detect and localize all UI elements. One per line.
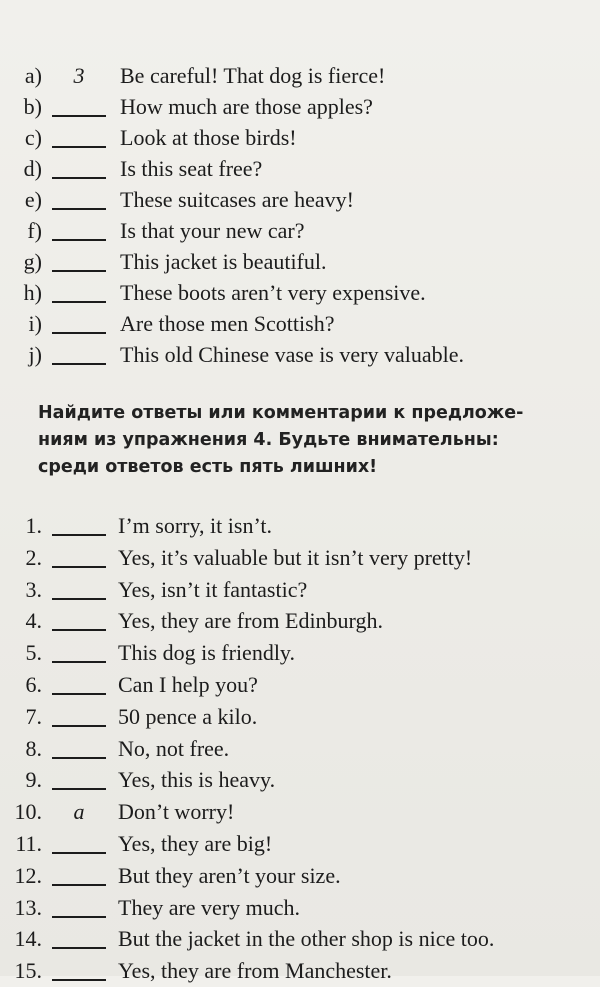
sentence-label: f) — [27, 218, 42, 243]
answer-blank[interactable] — [52, 860, 106, 886]
answer-row-11 — [0, 828, 600, 860]
answer-blank[interactable] — [52, 153, 106, 179]
answer-row-6 — [0, 669, 600, 701]
answer-text: Yes, it’s valuable but it isn’t very pretty! — [118, 544, 473, 570]
sentence-label: i) — [28, 311, 42, 336]
instruction-line-1: Найдите ответы или комментарии к предложе- — [38, 403, 524, 423]
answer-text: But the jacket in the other shop is nice too. — [118, 926, 495, 952]
answer-number: 10. — [14, 799, 42, 825]
sentence-label: g) — [23, 249, 42, 274]
sentence-text: Are those men Scottish? — [120, 311, 335, 336]
answer-blank[interactable] — [52, 122, 106, 148]
answer-number: 8. — [25, 735, 42, 761]
sentence-label: h) — [23, 280, 42, 305]
answer-blank[interactable] — [52, 892, 106, 918]
answer-blank[interactable] — [52, 669, 106, 695]
answer-row-13 — [0, 892, 600, 924]
answer-blank[interactable]: 3 — [73, 63, 85, 88]
answer-row-4 — [0, 605, 600, 637]
answer-text: They are very much. — [118, 894, 301, 920]
sentence-text: This old Chinese vase is very valuable. — [120, 342, 464, 367]
answer-blank[interactable] — [52, 574, 106, 600]
sentence-row-b — [0, 91, 600, 122]
sentence-row-f — [0, 215, 600, 246]
sentence-row-d — [0, 153, 600, 184]
answer-row-14 — [0, 923, 600, 955]
answer-blank[interactable] — [52, 637, 106, 663]
answer-blank[interactable]: a — [73, 799, 85, 825]
answer-blank[interactable] — [52, 339, 106, 365]
answer-blank[interactable] — [52, 828, 106, 854]
answer-blank[interactable] — [52, 510, 106, 536]
sentence-label: d) — [23, 156, 42, 181]
answer-text: Yes, this is heavy. — [118, 767, 276, 793]
answer-blank[interactable] — [52, 764, 106, 790]
answer-number: 15. — [14, 958, 42, 984]
answer-blank[interactable] — [52, 955, 106, 981]
answer-number: 1. — [25, 513, 42, 538]
answer-text: 50 pence a kilo. — [118, 703, 258, 729]
sentence-text: Look at those birds! — [120, 125, 297, 150]
answer-blank[interactable] — [52, 91, 106, 117]
answer-text: No, not free. — [118, 735, 230, 761]
answer-number: 3. — [25, 576, 42, 602]
answer-number: 14. — [14, 926, 42, 952]
answer-row-7 — [0, 701, 600, 733]
instruction-line-2: ниям из упражнения 4. Будьте внимательны: — [38, 430, 499, 450]
answer-row-2 — [0, 542, 600, 574]
answer-number: 7. — [25, 703, 42, 729]
answer-row-8 — [0, 733, 600, 765]
sentence-text: Is this seat free? — [120, 156, 263, 181]
sentence-row-g — [0, 246, 600, 277]
instruction-line-3: среди ответов есть пять лишних! — [38, 457, 378, 477]
sentence-row-e — [0, 184, 600, 215]
sentence-row-c — [0, 122, 600, 153]
answer-number: 11. — [15, 830, 42, 856]
answer-blank[interactable] — [52, 308, 106, 334]
answer-blank[interactable] — [52, 246, 106, 272]
sentence-row-a — [0, 60, 600, 91]
exercise-4-sentence-list — [0, 60, 600, 370]
answer-row-5 — [0, 637, 600, 669]
answer-text: This dog is friendly. — [118, 640, 295, 666]
answer-text: Yes, they are from Edinburgh. — [118, 608, 383, 634]
answer-number: 5. — [25, 640, 42, 666]
sentence-text: Is that your new car? — [120, 218, 305, 243]
answer-list — [0, 510, 600, 987]
answer-blank[interactable] — [52, 277, 106, 303]
answer-blank[interactable] — [52, 701, 106, 727]
answer-row-12 — [0, 860, 600, 892]
answer-blank[interactable] — [52, 923, 106, 949]
answer-blank[interactable] — [52, 605, 106, 631]
answer-text: I’m sorry, it isn’t. — [118, 513, 272, 538]
answer-number: 4. — [25, 608, 42, 634]
answer-row-10 — [0, 796, 600, 828]
sentence-row-j — [0, 339, 600, 370]
answer-blank[interactable] — [52, 542, 106, 568]
answer-number: 12. — [14, 862, 42, 888]
exercise-instruction — [38, 400, 578, 481]
answer-row-9 — [0, 764, 600, 796]
answer-text: Yes, they are big! — [118, 830, 273, 856]
answer-number: 13. — [14, 894, 42, 920]
answer-blank[interactable] — [52, 733, 106, 759]
answer-blank[interactable] — [52, 215, 106, 241]
sentence-text: This jacket is beautiful. — [120, 249, 327, 274]
answer-row-15 — [0, 955, 600, 987]
answer-text: Can I help you? — [118, 671, 258, 697]
answer-text: Don’t worry! — [118, 799, 235, 825]
sentence-label: c) — [24, 125, 42, 150]
answer-row-3 — [0, 574, 600, 606]
sentence-text: These suitcases are heavy! — [120, 187, 354, 212]
answer-text: Yes, they are from Manchester. — [118, 958, 392, 984]
sentence-label: b) — [23, 94, 42, 119]
sentence-row-h — [0, 277, 600, 308]
answer-text: But they aren’t your size. — [118, 862, 341, 888]
sentence-label: e) — [24, 187, 42, 212]
sentence-row-i — [0, 308, 600, 339]
answer-number: 9. — [25, 767, 42, 793]
sentence-text: These boots aren’t very expensive. — [120, 280, 426, 305]
answer-blank[interactable] — [52, 184, 106, 210]
sentence-label: j) — [28, 342, 42, 367]
sentence-text: Be careful! That dog is fierce! — [120, 63, 386, 88]
sentence-text: How much are those apples? — [120, 94, 373, 119]
answer-row-1 — [0, 510, 600, 542]
answer-number: 2. — [25, 544, 42, 570]
sentence-label: a) — [24, 63, 42, 88]
answer-number: 6. — [25, 671, 42, 697]
answer-text: Yes, isn’t it fantastic? — [118, 576, 308, 602]
